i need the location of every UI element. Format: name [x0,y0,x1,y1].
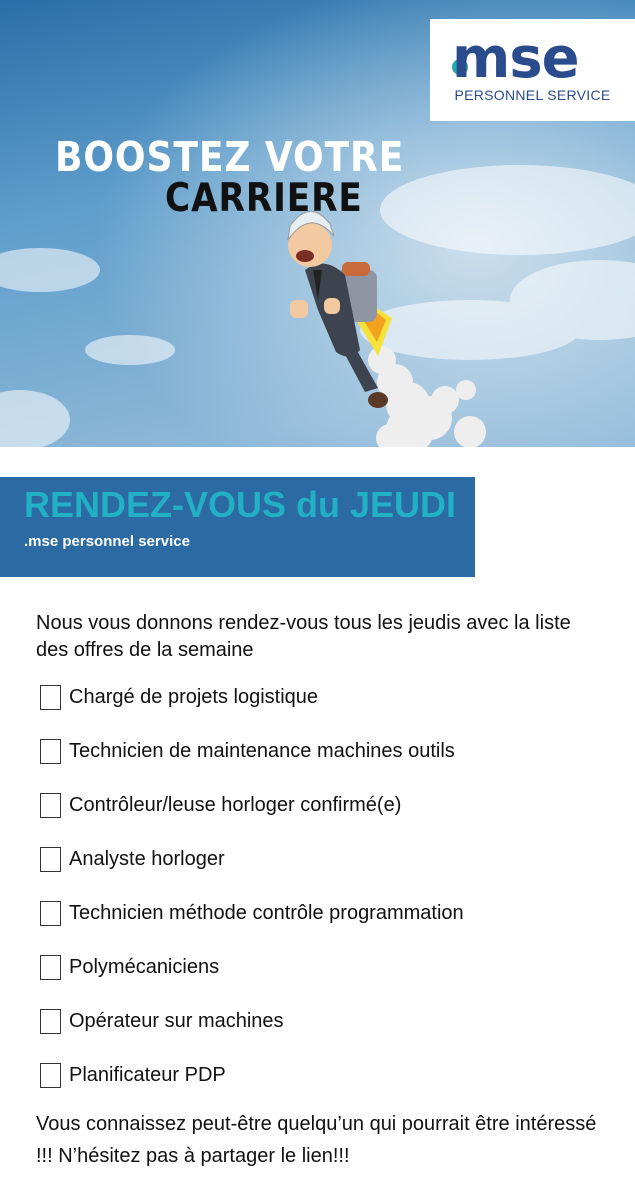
logo-mark: mse [452,26,579,91]
empty-checkbox-icon[interactable] [40,739,61,764]
hero-banner [0,0,635,447]
empty-checkbox-icon[interactable] [40,793,61,818]
job-label: Planificateur PDP [69,1064,226,1086]
job-label: Polymécaniciens [69,956,220,978]
job-label: Technicien de maintenance machines outils [69,740,455,762]
headline-line-2: CARRIERE [165,176,363,221]
job-label: Technicien méthode contrôle programmation [69,902,464,924]
empty-checkbox-icon[interactable] [40,901,61,926]
job-label: Opérateur sur machines [69,1010,284,1032]
job-label: Analyste horloger [69,848,225,870]
outro-text: Vous connaissez peut-être quelqu’un qui pourrait être intéressé !!! N’hésitez pas à partager le lien!!! [36,1113,597,1167]
logo [430,19,635,121]
section-banner [0,477,475,577]
empty-checkbox-icon[interactable] [40,955,61,980]
empty-checkbox-icon[interactable] [40,685,61,710]
logo-subtitle: PERSONNEL SERVICE [454,87,611,103]
intro-text: Nous vous donnons rendez-vous tous les jeudis avec la liste des offres de la semaine [36,612,571,661]
banner-subtitle: .mse personnel service [24,533,190,550]
empty-checkbox-icon[interactable] [40,1063,61,1088]
empty-checkbox-icon[interactable] [40,847,61,872]
empty-checkbox-icon[interactable] [40,1009,61,1034]
job-label: Contrôleur/leuse horloger confirmé(e) [69,794,402,816]
job-label: Chargé de projets logistique [69,686,319,708]
headline-line-1: BOOSTEZ VOTRE [55,133,405,181]
banner-title: RENDEZ-VOUS du JEUDI [24,484,457,525]
